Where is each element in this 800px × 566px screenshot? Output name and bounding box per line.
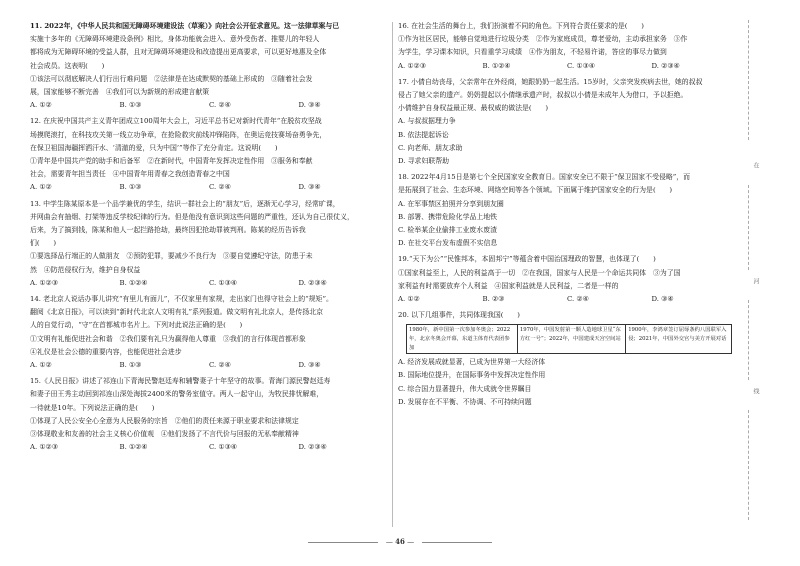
question-line: 11. 2022年，《中华人民共和国无障碍环境建设法（草案）》向社会公开征求意见。这一法律草案与已 xyxy=(30,22,340,30)
question-line: 场摸爬滚打，在科技攻关第一线立功争章，在抢险救灾前线冲锋陷阵，在奥运竞技赛场奋勇争先， xyxy=(30,130,327,139)
question-16 xyxy=(398,20,736,73)
left-column xyxy=(30,20,388,458)
question-line: 在保卫祖国海疆挥洒汗水、‘清澈的爱，只为中国’”等作了充分肯定。这说明( ) xyxy=(30,143,278,152)
option-d: D. ②③④ xyxy=(651,61,680,70)
question-line: 13. 中学生陈某原本是一个品学兼优的学生，结识一群社会上的“朋友”后，逐渐无心学习，经常旷课， xyxy=(30,199,340,208)
option-a: A. ①②③ xyxy=(30,443,58,452)
choice-b: B. 部署、携带危险化学品上地铁 xyxy=(398,212,498,221)
choice-b: B. 依法提起诉讼 xyxy=(398,130,449,139)
answer-options xyxy=(30,277,388,290)
answer-options xyxy=(30,99,388,112)
page-number: 46 xyxy=(395,537,405,546)
margin-mark: 在 xyxy=(752,162,759,168)
question-line: 人的自觉行动，“守”在首都城市名片上。下列对此说法正确的是( ) xyxy=(30,321,243,330)
option-a: A. ①②③ xyxy=(30,278,58,287)
question-line: 展，国家能够不断完善 ④我们可以为新规的形成建言献策 xyxy=(30,88,210,97)
choice-d: D. 在社交平台发布虚假不实信息 xyxy=(398,239,498,248)
events-table xyxy=(406,324,732,354)
footer-rule xyxy=(422,542,492,543)
choice-c: C. 综合国力显著提升，伟大成就令世界瞩目 xyxy=(398,384,532,393)
option-b: B. ①②④ xyxy=(119,443,148,452)
question-line: 们( ) xyxy=(30,239,57,248)
option-c: C. ①③④ xyxy=(567,61,595,70)
question-line: ①要选择品行端正的人做朋友 ②预防犯罪，要减少不良行为 ③要自觉遵纪守法，防患于未 xyxy=(30,252,313,261)
answer-options xyxy=(30,181,388,194)
answer-options xyxy=(398,60,736,73)
option-b: B. ②③ xyxy=(482,295,505,304)
question-line: 15.《人民日报》讲述了祁连山下青海民警赵廷寿和辅警妻子十年坚守的故事。青海门源民警赵廷寿 xyxy=(30,377,331,386)
question-line: 20. 以下几组事件，共同体现我国( ) xyxy=(398,311,520,320)
question-line: ③体现敬业和友善的社会主义核心价值观 ④他们发扬了不言代价与回报的无私奉献精神 xyxy=(30,430,299,439)
binding-dash xyxy=(748,185,750,270)
question-12 xyxy=(30,115,388,194)
table-cell: 1980年，新中国第一次参加冬奥会；2022年，北京冬奥会开幕，东道主体育代表团参加 xyxy=(407,325,518,354)
footer-rule xyxy=(308,542,378,543)
margin-mark: 线 xyxy=(752,388,759,394)
question-line: ①作为社区居民，能够自觉地进行垃圾分类 ②作为家庭成员，尊老爱幼，主动承担家务 ③作 xyxy=(398,35,688,44)
question-18 xyxy=(398,171,736,250)
option-a: A. ①②③ xyxy=(398,61,426,70)
question-line: ①青年是中国共产党的助手和后备军 ②在新时代，中国青年发挥决定性作用 ③服务和奉献 xyxy=(30,157,313,166)
option-b: B. ①③ xyxy=(119,183,142,192)
question-line: 侵占了她父亲的遗产。奶奶提起以小倩继承遗产时，叔叔以小倩是未成年人为借口，予以拒绝。 xyxy=(398,91,688,100)
question-line: 和妻子田王秀主动回到祁连山深处海拔2400米的警务室值守。两人一起守山，为牧民排忧解难， xyxy=(30,390,324,399)
question-line: ①文明有礼能促进社会和谐 ②我们要有礼只为赢得他人尊重 ③我们的言行体现首都形象 xyxy=(30,334,306,343)
table-cell: 1970年，中国发射第一颗人造地球卫星“东方红一号”；2022年，中国建成天宫空间站 xyxy=(517,325,625,354)
option-d: D. ③④ xyxy=(298,361,321,370)
question-line: 16. 在社会生活的舞台上，我们扮演着不同的角色。下列符合责任要求的是( ) xyxy=(398,22,644,30)
question-line: 社会成员。这表明( ) xyxy=(30,61,105,70)
option-a: A. ①② xyxy=(30,101,52,110)
column-divider xyxy=(392,22,393,527)
option-d: D. ③④ xyxy=(298,101,321,110)
option-c: C. ②④ xyxy=(209,361,231,370)
binding-dash xyxy=(748,20,750,140)
question-line: ④礼仪是社会公德的重要内容，也能促进社会进步 xyxy=(30,347,182,356)
question-15 xyxy=(30,375,388,454)
choice-a: A. 经济发展成就显著，已成为世界第一大经济体 xyxy=(398,358,546,367)
option-c: C. ①③④ xyxy=(209,443,237,452)
binding-dash xyxy=(748,300,750,380)
option-b: B. ①③ xyxy=(119,101,142,110)
option-c: C. ①③④ xyxy=(209,278,237,287)
option-a: A. ①② xyxy=(398,295,420,304)
option-d: D. ②③④ xyxy=(298,278,327,287)
question-17 xyxy=(398,76,736,168)
question-line: 18. 2022年4月15日是第七个全民国家安全教育日。国家安全已不限于“保卫国家不受侵略”，而 xyxy=(398,173,691,182)
option-b: B. ①②④ xyxy=(482,61,511,70)
question-20 xyxy=(398,309,736,409)
question-14 xyxy=(30,293,388,372)
option-a: A. ①② xyxy=(30,361,52,370)
question-line: 然 ④防范侵权行为，维护自身权益 xyxy=(30,265,141,274)
option-c: C. ②④ xyxy=(209,101,231,110)
question-13 xyxy=(30,198,388,290)
question-line: 是拓展到了社会、生态环境、网络空间等各个领域。下面属于维护国家安全的行为是( ) xyxy=(398,186,673,195)
choice-c: C. 检举某企业偷排工业废水废渣 xyxy=(398,226,497,235)
question-line: 为学生，学习课本知识，只看重学习成绩 ④作为朋友，不轻易许诺，答应的事尽力做到 xyxy=(398,48,667,57)
question-line: 都将成为无障碍环境的受益人群，且对无障碍环境建设和改造提出更高要求，可以更好地惠及全体 xyxy=(30,48,327,57)
choice-d: D. 寻求妇联帮助 xyxy=(398,157,450,166)
margin-mark: 河 xyxy=(752,278,759,284)
choice-c: C. 向老师、朋友求助 xyxy=(398,143,463,152)
question-19 xyxy=(398,253,736,306)
question-line: 17. 小倩自幼丧母，父亲常年在外经商，她跟奶奶一起生活。15岁时，父亲突发疾病去世，她的叔叔 xyxy=(398,77,703,86)
question-line: 14. 老北京人说话办事儿讲究“有里儿有面儿”，不仅家里有家规，走出家门也得守社会上的“规矩”。 xyxy=(30,295,333,304)
question-line: 翻阅《北京日报》，可以读到“新时代北京人文明有礼”系列报道。做文明有礼北京人，是传扬北京 xyxy=(30,308,323,317)
answer-options xyxy=(30,359,388,372)
option-a: A. ①② xyxy=(30,183,52,192)
answer-options xyxy=(398,293,736,306)
answer-options xyxy=(30,441,388,454)
question-line: 一待就是10年。下列说法正确的是( ) xyxy=(30,403,155,412)
choice-a: A. 在军事禁区拍照并分享到朋友圈 xyxy=(398,199,504,208)
option-b: B. ①③ xyxy=(119,361,142,370)
question-11 xyxy=(30,20,388,112)
option-d: D. ③④ xyxy=(651,295,674,304)
choice-b: B. 国际地位提升，在国际事务中发挥决定性作用 xyxy=(398,371,546,380)
question-line: 社会，需要青年担当责任 ④中国青年用青春之我创造青春之中国 xyxy=(30,170,230,179)
option-b: B. ①②④ xyxy=(119,278,148,287)
question-line: 小倩维护自身权益最正规、最权威的做法是( ) xyxy=(398,104,549,113)
question-line: 12. 在庆祝中国共产主义青年团成立100周年大会上，习近平总书记对新时代青年“在脱贫攻坚战 xyxy=(30,117,322,126)
option-c: C. ②④ xyxy=(209,183,231,192)
option-d: D. ③④ xyxy=(298,183,321,192)
question-line: 实施十多年的《无障碍环境建设条例》相比，身体功能就会进入、意外受伤者、推婴儿的年轻人 xyxy=(30,35,320,44)
question-line: 后来，为了搞到钱，陈某和他人一起拦路抢劫，最终因犯抢劫罪被判刑。陈某的经历告诉我 xyxy=(30,226,306,235)
question-line: ①国家利益至上，人民的利益高于一切 ②在我国，国家与人民是一个命运共同体 ③为了国 xyxy=(398,268,681,277)
question-line: ①体现了人民公安全心全意为人民服务的宗旨 ②他们的责任来源于职业要求和法律规定 xyxy=(30,416,299,425)
table-cell: 1900年，李鸿章签订屈辱条约八国联军入侵；2021年，中国外交官与美方开展对话 xyxy=(626,325,732,354)
option-c: C. ②④ xyxy=(567,295,589,304)
question-line: 19.“天下为公”“民惟邦本，本固邦宁”等蕴含着中国治国理政的智慧，也体现了( ) xyxy=(398,255,656,264)
choice-a: A. 与叔叔据理力争 xyxy=(398,117,456,126)
page-footer: — 46 — xyxy=(0,537,800,546)
question-line: ①该法可以彻底解决人们行出行难问题 ②法律是在达成默契的基础上形成的 ③随着社会发 xyxy=(30,74,313,83)
option-d: D. ②③④ xyxy=(298,443,327,452)
right-column xyxy=(398,20,736,412)
question-line: 并网曲会有抽烟、打架等违反学校纪律的行为。但是他没有意识到这些问题的严重性，还认为自己很仗义， xyxy=(30,212,354,221)
binding-margin xyxy=(751,0,771,566)
question-line: 家利益有时需要放弃个人利益 ④国家利益就是人民利益，二者是一样的 xyxy=(398,281,619,290)
choice-d: D. 发展存在不平衡、不协调、不可持续问题 xyxy=(398,397,532,406)
binding-dash xyxy=(748,410,750,520)
